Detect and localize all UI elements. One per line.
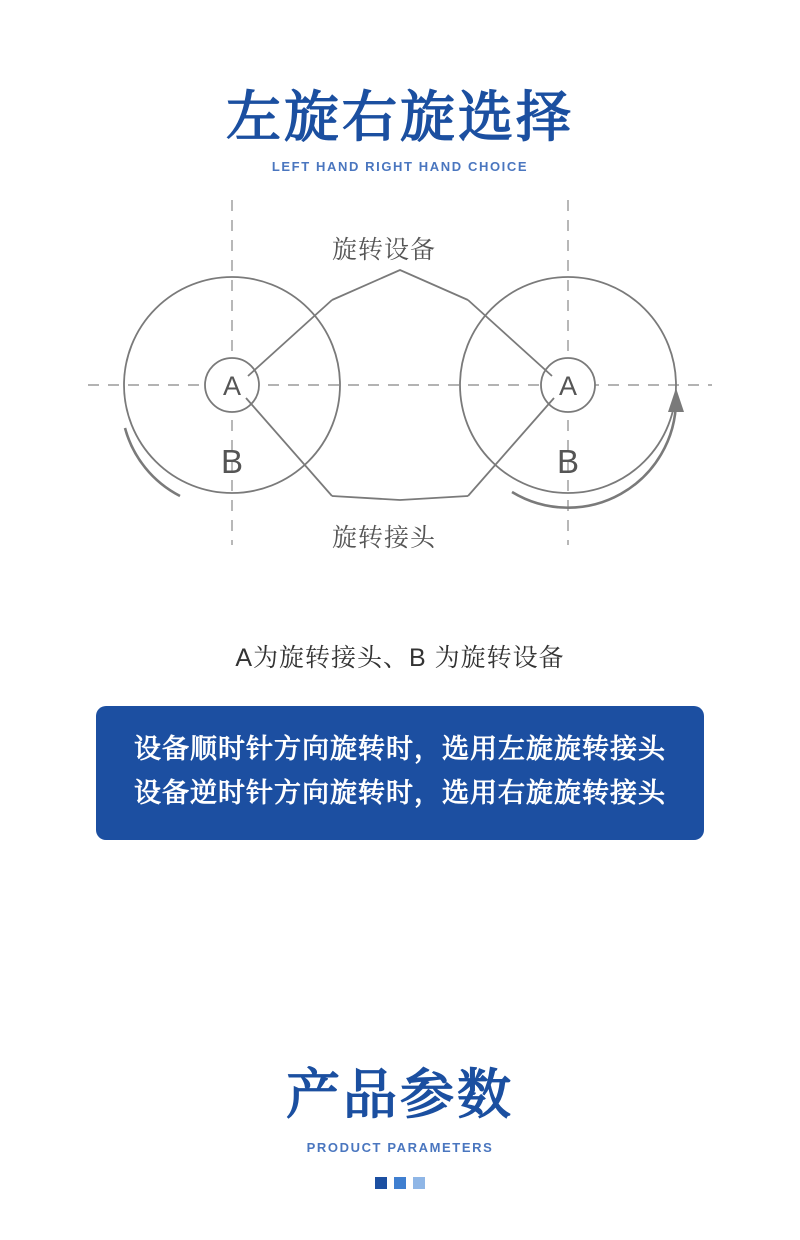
note-line-2: 设备逆时针方向旋转时，选用右旋旋转接头 — [134, 777, 666, 808]
equipment-leader-right — [468, 300, 552, 376]
equipment-leader-line — [332, 270, 468, 300]
left-rotation-arc — [125, 428, 180, 496]
dot-3 — [413, 1177, 425, 1189]
right-rotation-arrowhead — [668, 388, 684, 412]
diagram-label-joint: 旋转接头 — [332, 524, 437, 553]
params-title-en: PRODUCT PARAMETERS — [306, 1140, 494, 1156]
dot-1 — [375, 1177, 387, 1189]
left-label-a: A — [222, 371, 242, 402]
diagram-label-equipment: 旋转设备 — [332, 236, 437, 265]
joint-leader-line — [332, 496, 468, 500]
joint-leader-left — [246, 398, 332, 496]
rotary-joint-diagram — [0, 200, 800, 590]
dot-2 — [394, 1177, 406, 1189]
decorative-dots — [0, 1177, 800, 1189]
right-label-b: B — [556, 443, 580, 481]
right-label-a: A — [558, 371, 578, 402]
note-box — [96, 706, 704, 839]
params-title-cn: 产品参数 — [286, 1065, 514, 1125]
note-line-1: 设备顺时针方向旋转时，选用左旋旋转接头 — [134, 734, 666, 765]
equipment-leader-left — [248, 300, 332, 376]
section-title-cn: 左旋右旋选择 — [225, 86, 574, 148]
diagram-caption: A为旋转接头、B 为旋转设备 — [235, 644, 565, 673]
section-title-left-right-hand — [0, 0, 800, 174]
section-title-product-parameters — [0, 1064, 800, 1189]
section-title-en: LEFT HAND RIGHT HAND CHOICE — [271, 159, 529, 175]
joint-leader-right — [468, 398, 554, 496]
left-label-b: B — [220, 443, 244, 481]
